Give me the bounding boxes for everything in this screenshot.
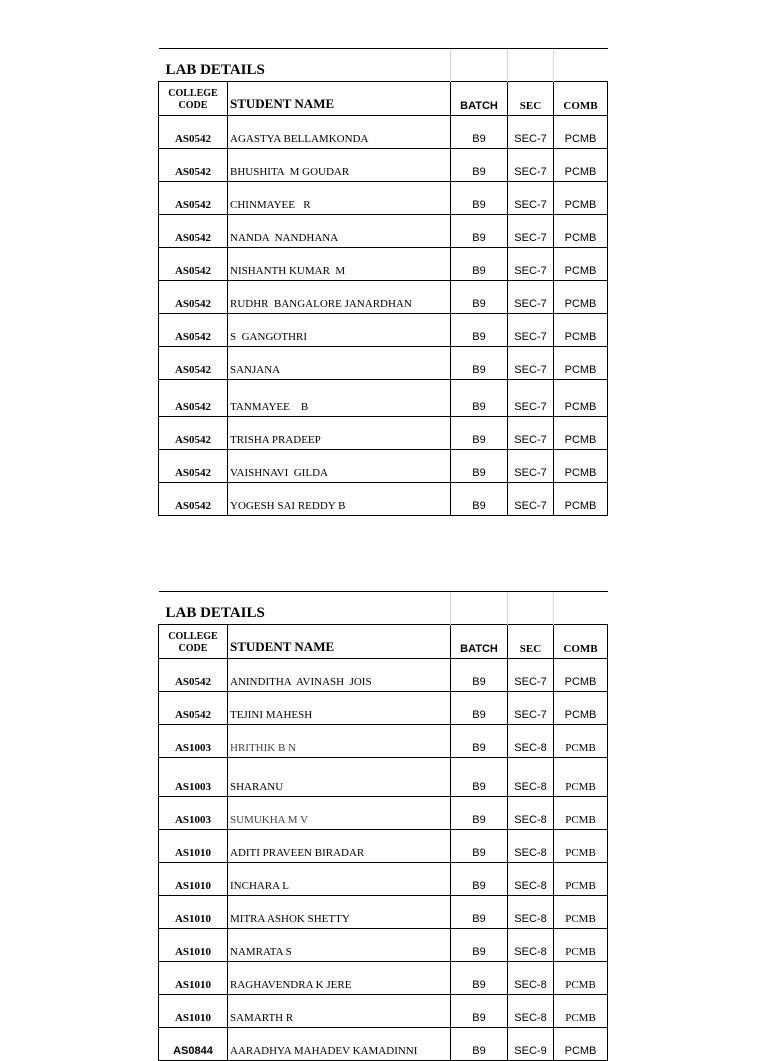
table-row — [159, 347, 608, 380]
batch-cell: B9 — [451, 248, 508, 281]
student-name-cell: HRITHIK B N — [228, 725, 451, 758]
comb-cell: PCMB — [554, 797, 608, 830]
batch-cell: B9 — [451, 314, 508, 347]
table-row — [159, 182, 608, 215]
student-name-cell: SANJANA — [228, 347, 451, 380]
comb-cell: PCMB — [554, 281, 608, 314]
college-code-cell: AS1003 — [159, 797, 228, 830]
lab-details-table-1 — [158, 48, 607, 516]
table-row — [159, 797, 608, 830]
college-code-cell: AS1003 — [159, 725, 228, 758]
college-code-cell: AS0542 — [159, 483, 228, 516]
batch-cell: B9 — [451, 1028, 508, 1061]
comb-cell: PCMB — [554, 863, 608, 896]
college-code-cell: AS1010 — [159, 830, 228, 863]
batch-cell: B9 — [451, 692, 508, 725]
table-row — [159, 659, 608, 692]
sec-cell: SEC-7 — [508, 314, 554, 347]
sec-cell: SEC-7 — [508, 450, 554, 483]
sec-cell: SEC-7 — [508, 149, 554, 182]
table-row — [159, 314, 608, 347]
student-name-cell: NISHANTH KUMAR M — [228, 248, 451, 281]
sec-cell: SEC-7 — [508, 692, 554, 725]
student-name-cell: TEJINI MAHESH — [228, 692, 451, 725]
comb-cell: PCMB — [554, 215, 608, 248]
sec-cell: SEC-8 — [508, 725, 554, 758]
college-code-cell: AS0542 — [159, 347, 228, 380]
sec-cell: SEC-8 — [508, 830, 554, 863]
student-name-cell: MITRA ASHOK SHETTY — [228, 896, 451, 929]
student-name-cell: TANMAYEE B — [228, 380, 451, 417]
student-name-cell: S GANGOTHRI — [228, 314, 451, 347]
comb-cell: PCMB — [554, 483, 608, 516]
col-header-student-name: STUDENT NAME — [228, 625, 451, 659]
comb-cell: PCMB — [554, 896, 608, 929]
col-header-sec: SEC — [508, 625, 554, 659]
table-row — [159, 962, 608, 995]
comb-cell: PCMB — [554, 248, 608, 281]
table-row — [159, 450, 608, 483]
table-row — [159, 483, 608, 516]
batch-cell: B9 — [451, 450, 508, 483]
comb-cell: PCMB — [554, 929, 608, 962]
table-row — [159, 692, 608, 725]
table-row — [159, 830, 608, 863]
sec-cell: SEC-7 — [508, 347, 554, 380]
batch-cell: B9 — [451, 380, 508, 417]
table-row — [159, 116, 608, 149]
batch-cell: B9 — [451, 929, 508, 962]
sec-cell: SEC-7 — [508, 483, 554, 516]
college-code-cell: AS1010 — [159, 995, 228, 1028]
sec-cell: SEC-7 — [508, 182, 554, 215]
student-name-cell: NANDA NANDHANA — [228, 215, 451, 248]
col-header-comb: COMB — [554, 625, 608, 659]
student-name-cell: ADITI PRAVEEN BIRADAR — [228, 830, 451, 863]
college-code-cell: AS0542 — [159, 450, 228, 483]
college-code-cell: AS0844 — [159, 1028, 228, 1061]
col-header-comb: COMB — [554, 82, 608, 116]
sec-cell: SEC-8 — [508, 962, 554, 995]
comb-cell: PCMB — [554, 725, 608, 758]
college-code-cell: AS0542 — [159, 182, 228, 215]
batch-cell: B9 — [451, 347, 508, 380]
comb-cell: PCMB — [554, 995, 608, 1028]
col-header-batch: BATCH — [451, 82, 508, 116]
college-code-cell: AS1010 — [159, 929, 228, 962]
comb-cell: PCMB — [554, 182, 608, 215]
student-name-cell: ANINDITHA AVINASH JOIS — [228, 659, 451, 692]
batch-cell: B9 — [451, 149, 508, 182]
table-row — [159, 248, 608, 281]
student-name-cell: NAMRATA S — [228, 929, 451, 962]
batch-cell: B9 — [451, 281, 508, 314]
table-row — [159, 281, 608, 314]
sec-cell: SEC-8 — [508, 995, 554, 1028]
batch-cell: B9 — [451, 483, 508, 516]
table-title: LAB DETAILS — [159, 592, 451, 625]
table-row — [159, 896, 608, 929]
sec-cell: SEC-7 — [508, 215, 554, 248]
college-code-cell: AS1010 — [159, 896, 228, 929]
col-header-student-name: STUDENT NAME — [228, 82, 451, 116]
students-table — [158, 48, 608, 516]
student-name-cell: RUDHR BANGALORE JANARDHAN — [228, 281, 451, 314]
sec-cell: SEC-7 — [508, 248, 554, 281]
batch-cell: B9 — [451, 797, 508, 830]
sec-cell: SEC-8 — [508, 863, 554, 896]
student-name-cell: YOGESH SAI REDDY B — [228, 483, 451, 516]
table-row — [159, 863, 608, 896]
student-name-cell: VAISHNAVI GILDA — [228, 450, 451, 483]
table-row — [159, 929, 608, 962]
college-code-cell: AS0542 — [159, 281, 228, 314]
sec-cell: SEC-7 — [508, 417, 554, 450]
college-code-cell: AS1003 — [159, 758, 228, 797]
college-code-cell: AS0542 — [159, 417, 228, 450]
student-name-cell: SHARANU — [228, 758, 451, 797]
student-name-cell: CHINMAYEE R — [228, 182, 451, 215]
students-table — [158, 591, 608, 1061]
table-row — [159, 215, 608, 248]
college-code-cell: AS0542 — [159, 248, 228, 281]
table-title: LAB DETAILS — [159, 49, 451, 82]
college-code-cell: AS1010 — [159, 962, 228, 995]
student-name-cell: INCHARA L — [228, 863, 451, 896]
col-header-college-code: COLLEGE CODE — [159, 82, 228, 116]
table-row — [159, 1028, 608, 1061]
college-code-cell: AS0542 — [159, 380, 228, 417]
student-name-cell: AGASTYA BELLAMKONDA — [228, 116, 451, 149]
student-name-cell: SUMUKHA M V — [228, 797, 451, 830]
batch-cell: B9 — [451, 417, 508, 450]
sec-cell: SEC-7 — [508, 659, 554, 692]
batch-cell: B9 — [451, 962, 508, 995]
batch-cell: B9 — [451, 896, 508, 929]
sec-cell: SEC-9 — [508, 1028, 554, 1061]
student-name-cell: BHUSHITA M GOUDAR — [228, 149, 451, 182]
batch-cell: B9 — [451, 995, 508, 1028]
table-row — [159, 995, 608, 1028]
student-name-cell: AARADHYA MAHADEV KAMADINNI — [228, 1028, 451, 1061]
table-row — [159, 758, 608, 797]
sec-cell: SEC-8 — [508, 797, 554, 830]
comb-cell: PCMB — [554, 380, 608, 417]
table-row — [159, 725, 608, 758]
college-code-cell: AS0542 — [159, 659, 228, 692]
batch-cell: B9 — [451, 830, 508, 863]
college-code-cell: AS0542 — [159, 692, 228, 725]
student-name-cell: RAGHAVENDRA K JERE — [228, 962, 451, 995]
sec-cell: SEC-8 — [508, 896, 554, 929]
batch-cell: B9 — [451, 215, 508, 248]
comb-cell: PCMB — [554, 314, 608, 347]
comb-cell: PCMB — [554, 347, 608, 380]
comb-cell: PCMB — [554, 1028, 608, 1061]
comb-cell: PCMB — [554, 417, 608, 450]
table-row — [159, 380, 608, 417]
sec-cell: SEC-7 — [508, 281, 554, 314]
comb-cell: PCMB — [554, 830, 608, 863]
comb-cell: PCMB — [554, 659, 608, 692]
batch-cell: B9 — [451, 182, 508, 215]
batch-cell: B9 — [451, 758, 508, 797]
batch-cell: B9 — [451, 116, 508, 149]
comb-cell: PCMB — [554, 149, 608, 182]
batch-cell: B9 — [451, 659, 508, 692]
comb-cell: PCMB — [554, 692, 608, 725]
table-row — [159, 149, 608, 182]
table-row — [159, 417, 608, 450]
sec-cell: SEC-7 — [508, 116, 554, 149]
batch-cell: B9 — [451, 725, 508, 758]
college-code-cell: AS0542 — [159, 116, 228, 149]
student-name-cell: SAMARTH R — [228, 995, 451, 1028]
col-header-sec: SEC — [508, 82, 554, 116]
college-code-cell: AS0542 — [159, 215, 228, 248]
comb-cell: PCMB — [554, 962, 608, 995]
col-header-batch: BATCH — [451, 625, 508, 659]
sec-cell: SEC-7 — [508, 380, 554, 417]
sec-cell: SEC-8 — [508, 758, 554, 797]
batch-cell: B9 — [451, 863, 508, 896]
college-code-cell: AS0542 — [159, 149, 228, 182]
col-header-college-code: COLLEGE CODE — [159, 625, 228, 659]
comb-cell: PCMB — [554, 116, 608, 149]
lab-details-table-2 — [158, 591, 607, 1061]
college-code-cell: AS1010 — [159, 863, 228, 896]
comb-cell: PCMB — [554, 758, 608, 797]
sec-cell: SEC-8 — [508, 929, 554, 962]
college-code-cell: AS0542 — [159, 314, 228, 347]
student-name-cell: TRISHA PRADEEP — [228, 417, 451, 450]
comb-cell: PCMB — [554, 450, 608, 483]
